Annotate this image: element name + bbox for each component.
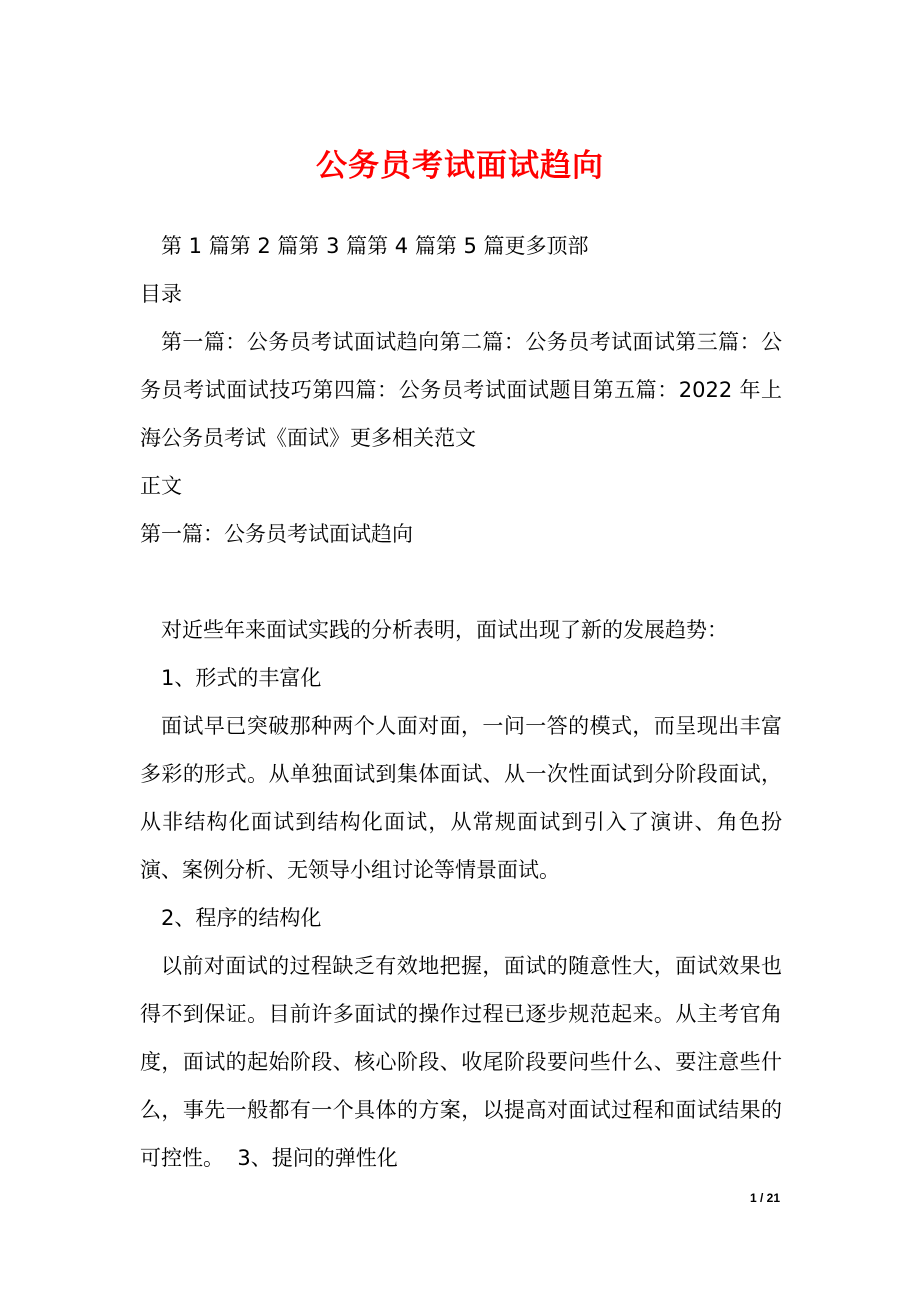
- section-3-heading: 3、提问的弹性化: [237, 1146, 398, 1170]
- toc-heading: 目录: [140, 282, 182, 306]
- page-number: 1 / 21: [749, 1191, 780, 1205]
- nav-links: 第 1 篇第 2 篇第 3 篇第 4 篇第 5 篇更多顶部: [161, 234, 589, 258]
- document-title: 公务员考试面试趋向: [316, 148, 604, 184]
- toc-text: 第一篇：公务员考试面试趋向第二篇：公务员考试面试第三篇：公务员考试面试技巧第四篇：公务员考试面试题目第五篇：2022 年上海公务员考试《面试》更多相关范文: [140, 330, 782, 450]
- section-2-heading: 2、程序的结构化: [161, 906, 322, 930]
- document-body: [140, 222, 782, 1182]
- intro-paragraph: 对近些年来面试实践的分析表明，面试出现了新的发展趋势：: [161, 618, 728, 642]
- section-2-body: 以前对面试的过程缺乏有效地把握，面试的随意性大，面试效果也得不到保证。目前许多面试的操作过程已逐步规范起来。从主考官角度，面试的起始阶段、核心阶段、收尾阶段要问些什么、要注意些什么，事先一般都有一个具体的方案，以提高对面试过程和面试结果的可控性。: [140, 954, 782, 1170]
- section-2-text: [140, 942, 782, 1182]
- body-heading: 正文: [140, 474, 182, 498]
- section-1-text: 面试早已突破那种两个人面对面，一问一答的模式，而呈现出丰富多彩的形式。从单独面试到集体面试、从一次性面试到分阶段面试，从非结构化面试到结构化面试，从常规面试到引入了演讲、角色扮演、案例分析、无领导小组讨论等情景面试。: [140, 714, 782, 882]
- chapter-heading: 第一篇：公务员考试面试趋向: [140, 522, 413, 546]
- section-1-heading: 1、形式的丰富化: [161, 666, 322, 690]
- blank-line: [140, 558, 782, 606]
